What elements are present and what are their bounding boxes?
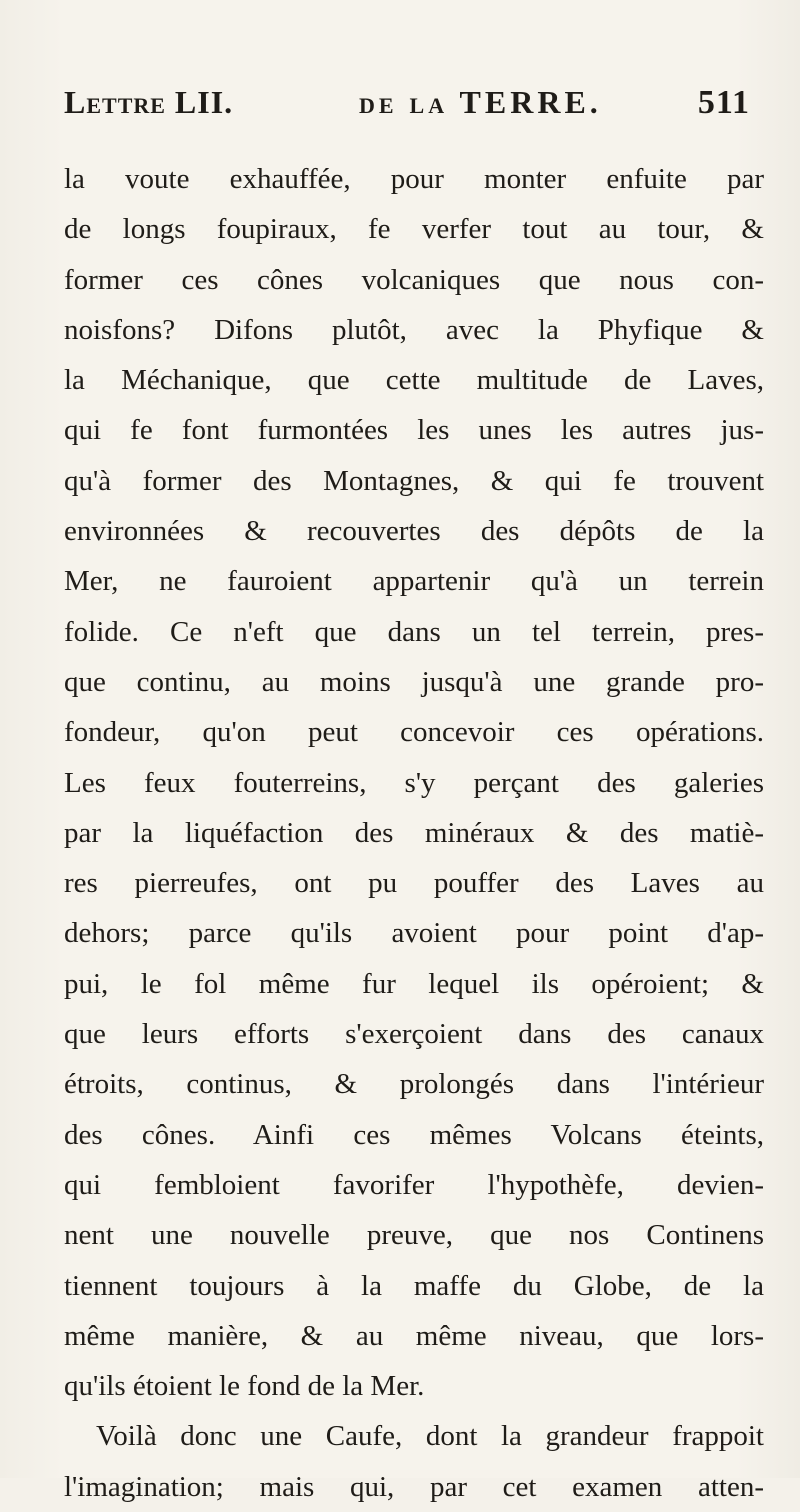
text-line-4: noisfons? Difons plutôt, avec la Phyfique & [64, 313, 764, 346]
text-line-9: Mer, ne fauroient appartenir qu'à un terrein [64, 565, 764, 598]
text-line-12: fondeur, qu'on peut concevoir ces opérations. [64, 716, 764, 749]
text-line-19: étroits, continus, & prolongés dans l'intérieur [64, 1068, 764, 1101]
text-line-26: Voilà donc une Caufe, dont la grandeur frappoit [96, 1420, 764, 1453]
text-line-23: tiennent toujours à la maffe du Globe, de la [64, 1269, 764, 1302]
text-line-14: par la liquéfaction des minéraux & des matiè- [64, 816, 764, 849]
text-line-22: nent une nouvelle preuve, que nos Continens [64, 1219, 764, 1252]
text-line-11: que continu, au moins jusqu'à une grande pro- [64, 665, 764, 698]
text-line-18: que leurs efforts s'exerçoient dans des canaux [64, 1018, 764, 1051]
text-line-13: Les feux fouterreins, s'y perçant des galeries [64, 766, 764, 799]
text-line-6: qui fe font furmontées les unes les autres jus- [64, 414, 764, 447]
text-line-25: qu'ils étoient le fond de la Mer. [64, 1370, 425, 1403]
text-line-1: la voute exhauffée, pour monter enfuite par [64, 163, 764, 195]
text-line-10: folide. Ce n'eft que dans un tel terrein, pres- [64, 615, 764, 648]
header-book-title: de la TERRE. [359, 84, 602, 120]
text-line-3: former ces cônes volcaniques que nous con- [64, 263, 764, 296]
running-header [64, 84, 750, 132]
text-line-20: des cônes. Ainfi ces mêmes Volcans éteints, [64, 1118, 764, 1151]
text-line-24: même manière, & au même niveau, que lors- [64, 1319, 764, 1352]
text-line-17: pui, le fol même fur lequel ils opéroient; & [64, 967, 764, 1000]
text-line-15: res pierreufes, ont pu pouffer des Laves au [64, 867, 764, 900]
text-line-5: la Méchanique, que cette multitude de Laves, [64, 364, 764, 397]
page-number: 511 [697, 84, 750, 121]
text-line-16: dehors; parce qu'ils avoient pour point d'ap- [64, 917, 764, 950]
text-line-21: qui fembloient favorifer l'hypothèfe, devien- [64, 1168, 764, 1201]
text-line-8: environnées & recouvertes des dépôts de la [64, 515, 764, 548]
text-line-7: qu'à former des Montagnes, & qui fe trouvent [64, 464, 764, 497]
body-text [64, 154, 764, 1512]
text-line-27: l'imagination; mais qui, par cet examen atten- [64, 1470, 764, 1503]
text-line-2: de longs foupiraux, fe verfer tout au tour, & [64, 213, 764, 246]
header-letter-title: Lettre LII. [64, 84, 234, 120]
